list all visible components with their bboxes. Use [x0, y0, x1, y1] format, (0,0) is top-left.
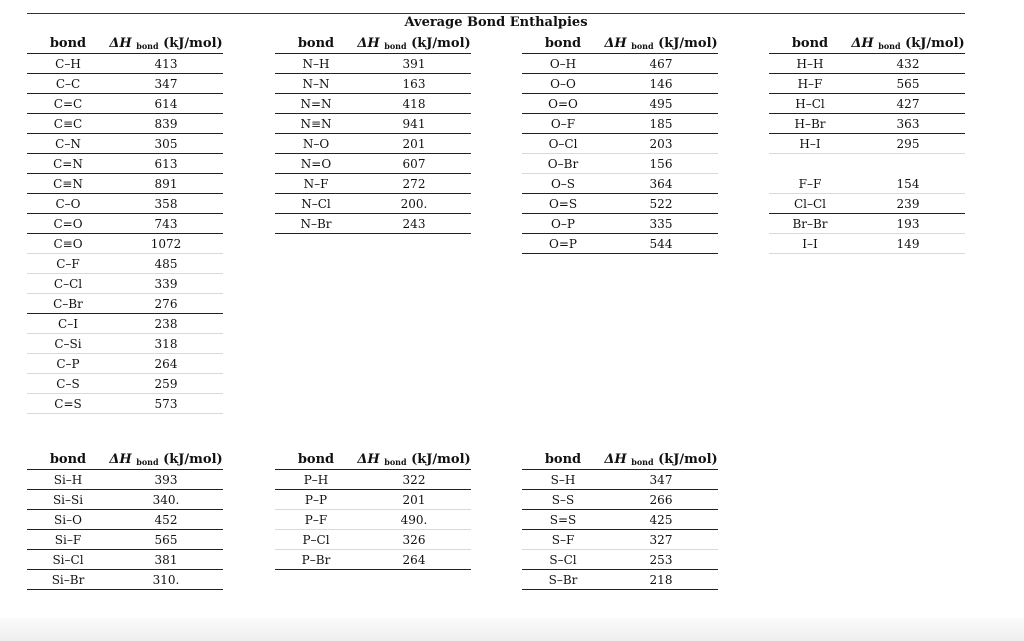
bond-subscript: bond	[384, 457, 407, 467]
bond-cell: S–F	[551, 532, 575, 547]
enthalpy-value-cell: 565	[896, 76, 920, 91]
table-row	[27, 154, 223, 174]
table-row	[275, 550, 471, 570]
enthalpy-value-cell: 146	[649, 76, 673, 91]
enthalpy-value-cell: 358	[154, 196, 178, 211]
delta-h-symbol: ΔH	[357, 452, 380, 467]
table-row	[275, 470, 471, 490]
unit-label: (kJ/mol)	[658, 452, 718, 467]
enthalpy-header	[851, 36, 965, 51]
table-header	[522, 34, 718, 54]
bond-cell: Cl–Cl	[793, 196, 827, 211]
table-row	[522, 510, 718, 530]
enthalpy-value-cell: 427	[896, 96, 920, 111]
table-row	[275, 134, 471, 154]
bond-cell: N–O	[302, 136, 330, 151]
delta-h-symbol: ΔH	[109, 36, 132, 51]
table-row	[27, 214, 223, 234]
bond-table	[522, 450, 718, 590]
bond-cell: O–Br	[547, 156, 579, 171]
bond-cell: C–C	[55, 76, 81, 91]
table-row	[769, 174, 965, 194]
bond-table	[275, 34, 471, 234]
bond-cell: S–Br	[548, 572, 578, 587]
enthalpy-value-cell: 573	[154, 396, 178, 411]
bond-cell: H–Cl	[795, 96, 825, 111]
enthalpy-header	[604, 452, 718, 467]
enthalpy-value-cell: 322	[402, 472, 426, 487]
table-row	[522, 54, 718, 74]
table-row	[769, 94, 965, 114]
enthalpy-value-cell: 413	[154, 56, 178, 71]
bond-cell: C–P	[56, 356, 80, 371]
unit-label: (kJ/mol)	[411, 36, 471, 51]
delta-h-symbol: ΔH	[357, 36, 380, 51]
table-row	[769, 54, 965, 74]
bond-cell: F–F	[798, 176, 822, 191]
bond-cell: I–I	[802, 236, 818, 251]
enthalpy-value-cell: 272	[402, 176, 426, 191]
bond-cell: C–Si	[54, 336, 82, 351]
bond-table	[275, 450, 471, 570]
bond-cell: H–F	[797, 76, 823, 91]
table-row	[275, 530, 471, 550]
bond-cell: O=S	[548, 196, 578, 211]
table-row	[27, 490, 223, 510]
table-row	[275, 94, 471, 114]
bond-cell: N–H	[302, 56, 330, 71]
bond-header: bond	[791, 36, 829, 51]
table-row	[27, 94, 223, 114]
enthalpy-header	[357, 452, 471, 467]
enthalpy-value-cell: 363	[896, 116, 920, 131]
enthalpy-value-cell: 154	[896, 176, 920, 191]
unit-label: (kJ/mol)	[658, 36, 718, 51]
table-row	[27, 510, 223, 530]
bond-cell: H–Br	[794, 116, 826, 131]
enthalpy-value-cell: 318	[154, 336, 178, 351]
delta-h-symbol: ΔH	[851, 36, 874, 51]
bond-cell: N–F	[303, 176, 329, 191]
enthalpy-header	[109, 36, 223, 51]
table-row	[27, 194, 223, 214]
table-row	[27, 314, 223, 334]
enthalpy-value-cell: 347	[154, 76, 178, 91]
enthalpy-value-cell: 418	[402, 96, 426, 111]
table-row	[27, 54, 223, 74]
table-row	[275, 490, 471, 510]
bond-cell: C–Cl	[53, 276, 83, 291]
enthalpy-value-cell: 743	[154, 216, 178, 231]
bond-cell: Si–F	[54, 532, 82, 547]
enthalpy-value-cell: 613	[154, 156, 178, 171]
bond-header: bond	[544, 452, 582, 467]
page-title: Average Bond Enthalpies	[404, 15, 588, 30]
enthalpy-header	[357, 36, 471, 51]
enthalpy-value-cell: 276	[154, 296, 178, 311]
unit-label: (kJ/mol)	[163, 36, 223, 51]
bond-cell: Si–Br	[51, 572, 85, 587]
bond-cell: O–O	[550, 76, 576, 91]
bond-cell: O–F	[550, 116, 576, 131]
bond-cell: Si–O	[54, 512, 82, 527]
enthalpy-value-cell: 163	[402, 76, 426, 91]
table-row	[27, 550, 223, 570]
table-header	[769, 34, 965, 54]
table-row	[27, 254, 223, 274]
bond-cell: H–I	[799, 136, 821, 151]
bond-cell: C=C	[53, 96, 83, 111]
bond-cell: C=S	[54, 396, 82, 411]
enthalpy-value-cell: 253	[649, 552, 673, 567]
table-row	[769, 74, 965, 94]
enthalpy-value-cell: 347	[649, 472, 673, 487]
bond-subscript: bond	[136, 41, 159, 51]
bond-cell: S–S	[551, 492, 575, 507]
delta-h-symbol: ΔH	[109, 452, 132, 467]
table-header	[27, 34, 223, 54]
bond-cell: C=O	[53, 216, 83, 231]
table-row	[769, 134, 965, 154]
bond-cell: N–Br	[300, 216, 332, 231]
table-row	[275, 54, 471, 74]
bond-cell: C–Br	[53, 296, 83, 311]
bond-cell: O–S	[550, 176, 576, 191]
enthalpy-value-cell: 891	[154, 176, 178, 191]
table-row	[275, 194, 471, 214]
table-row	[27, 530, 223, 550]
bond-header: bond	[297, 36, 335, 51]
table-row	[522, 74, 718, 94]
bond-cell: O–Cl	[548, 136, 578, 151]
bond-subscript: bond	[136, 457, 159, 467]
enthalpy-value-cell: 432	[896, 56, 920, 71]
table-row	[769, 234, 965, 254]
table-row	[27, 74, 223, 94]
enthalpy-value-cell: 391	[402, 56, 426, 71]
bond-cell: C≡C	[53, 116, 83, 131]
delta-h-symbol: ΔH	[604, 452, 627, 467]
enthalpy-value-cell: 201	[402, 136, 426, 151]
bond-cell: C–F	[56, 256, 80, 271]
enthalpy-value-cell: 185	[649, 116, 673, 131]
table-row	[27, 114, 223, 134]
table-row	[769, 114, 965, 134]
enthalpy-value-cell: 326	[402, 532, 426, 547]
enthalpy-value-cell: 941	[402, 116, 426, 131]
table-header	[275, 34, 471, 54]
table-row	[27, 394, 223, 414]
enthalpy-value-cell: 259	[154, 376, 178, 391]
table-row	[27, 374, 223, 394]
bond-header: bond	[49, 452, 87, 467]
bond-cell: C–S	[56, 376, 80, 391]
enthalpy-header	[109, 452, 223, 467]
enthalpy-value-cell: 544	[649, 236, 673, 251]
unit-label: (kJ/mol)	[905, 36, 965, 51]
bond-cell: S–H	[550, 472, 576, 487]
bond-cell: N=O	[300, 156, 332, 171]
enthalpy-value-cell: 266	[649, 492, 673, 507]
table-row	[27, 274, 223, 294]
table-row	[275, 214, 471, 234]
table-row	[769, 194, 965, 214]
bond-table	[522, 34, 718, 254]
table-row	[522, 114, 718, 134]
bond-cell: N–N	[302, 76, 330, 91]
table-row	[275, 510, 471, 530]
unit-label: (kJ/mol)	[411, 452, 471, 467]
table-row	[27, 134, 223, 154]
bond-cell: S–Cl	[549, 552, 577, 567]
enthalpy-value-cell: 340.	[152, 492, 180, 507]
bond-header: bond	[297, 452, 335, 467]
table-row	[522, 154, 718, 174]
table-row	[27, 354, 223, 374]
enthalpy-value-cell: 218	[649, 572, 673, 587]
bond-cell: Si–Cl	[52, 552, 84, 567]
bond-table	[27, 450, 223, 590]
table-row	[522, 550, 718, 570]
bond-cell: C–H	[55, 56, 81, 71]
bond-cell: C≡N	[53, 176, 83, 191]
bond-subscript: bond	[878, 41, 901, 51]
enthalpy-header	[604, 36, 718, 51]
bond-cell: O=P	[549, 236, 577, 251]
bond-cell: P–H	[303, 472, 329, 487]
bond-header: bond	[544, 36, 582, 51]
table-row	[27, 174, 223, 194]
enthalpy-value-cell: 243	[402, 216, 426, 231]
enthalpy-value-cell: 201	[402, 492, 426, 507]
table-row	[769, 214, 965, 234]
table-row	[27, 294, 223, 314]
bond-cell: N=N	[300, 96, 332, 111]
table-row	[27, 334, 223, 354]
enthalpy-value-cell: 490.	[400, 512, 428, 527]
bond-cell: P–Br	[301, 552, 331, 567]
bond-cell: O=O	[548, 96, 578, 111]
bond-table	[769, 34, 965, 254]
enthalpy-value-cell: 425	[649, 512, 673, 527]
enthalpy-value-cell: 305	[154, 136, 178, 151]
table-row	[27, 470, 223, 490]
enthalpy-value-cell: 149	[896, 236, 920, 251]
enthalpy-value-cell: 364	[649, 176, 673, 191]
bond-cell: Br–Br	[792, 216, 828, 231]
bond-cell: O–H	[549, 56, 577, 71]
table-row	[522, 194, 718, 214]
enthalpy-value-cell: 393	[154, 472, 178, 487]
table-row	[522, 470, 718, 490]
enthalpy-value-cell: 264	[402, 552, 426, 567]
enthalpy-value-cell: 485	[154, 256, 178, 271]
enthalpy-value-cell: 239	[896, 196, 920, 211]
bond-cell: P–F	[304, 512, 328, 527]
table-row	[522, 490, 718, 510]
enthalpy-value-cell: 238	[154, 316, 178, 331]
table-row	[275, 174, 471, 194]
enthalpy-value-cell: 327	[649, 532, 673, 547]
bond-cell: Si–Si	[52, 492, 84, 507]
enthalpy-value-cell: 200.	[400, 196, 428, 211]
bond-subscript: bond	[631, 41, 654, 51]
table-row	[522, 530, 718, 550]
bond-cell: C–I	[58, 316, 78, 331]
bond-subscript: bond	[384, 41, 407, 51]
bond-cell: C=N	[53, 156, 83, 171]
enthalpy-value-cell: 607	[402, 156, 426, 171]
enthalpy-value-cell: 339	[154, 276, 178, 291]
table-header	[27, 450, 223, 470]
bond-cell: C–O	[55, 196, 81, 211]
table-row	[275, 154, 471, 174]
table-header	[522, 450, 718, 470]
bond-cell: P–P	[304, 492, 328, 507]
bond-cell: H–H	[796, 56, 824, 71]
table-row	[522, 94, 718, 114]
enthalpy-value-cell: 467	[649, 56, 673, 71]
enthalpy-value-cell: 193	[896, 216, 920, 231]
enthalpy-value-cell: 1072	[150, 236, 182, 251]
enthalpy-value-cell: 495	[649, 96, 673, 111]
bond-header: bond	[49, 36, 87, 51]
bond-cell: P–Cl	[302, 532, 330, 547]
enthalpy-value-cell: 522	[649, 196, 673, 211]
delta-h-symbol: ΔH	[604, 36, 627, 51]
enthalpy-value-cell: 264	[154, 356, 178, 371]
bottom-shade	[0, 618, 1024, 641]
table-row	[522, 214, 718, 234]
enthalpy-value-cell: 295	[896, 136, 920, 151]
bond-cell: C–N	[55, 136, 81, 151]
enthalpy-value-cell: 565	[154, 532, 178, 547]
enthalpy-value-cell: 614	[154, 96, 178, 111]
bond-cell: O–P	[551, 216, 575, 231]
enthalpy-value-cell: 310.	[152, 572, 180, 587]
bond-cell: S=S	[549, 512, 577, 527]
table-row	[522, 134, 718, 154]
bond-subscript: bond	[631, 457, 654, 467]
enthalpy-value-cell: 203	[649, 136, 673, 151]
enthalpy-value-cell: 335	[649, 216, 673, 231]
bond-cell: N≡N	[300, 116, 332, 131]
bond-cell: C≡O	[53, 236, 83, 251]
unit-label: (kJ/mol)	[163, 452, 223, 467]
enthalpy-value-cell: 381	[154, 552, 178, 567]
table-row	[275, 74, 471, 94]
table-row	[769, 154, 965, 174]
bond-cell: Si–H	[53, 472, 83, 487]
enthalpy-value-cell: 452	[154, 512, 178, 527]
table-row	[522, 234, 718, 254]
enthalpy-value-cell: 156	[649, 156, 673, 171]
bond-table	[27, 34, 223, 414]
enthalpy-value-cell: 839	[154, 116, 178, 131]
table-row	[27, 234, 223, 254]
table-row	[522, 570, 718, 590]
table-row	[275, 114, 471, 134]
bond-cell: N–Cl	[301, 196, 331, 211]
table-row	[27, 570, 223, 590]
table-header	[275, 450, 471, 470]
table-row	[522, 174, 718, 194]
